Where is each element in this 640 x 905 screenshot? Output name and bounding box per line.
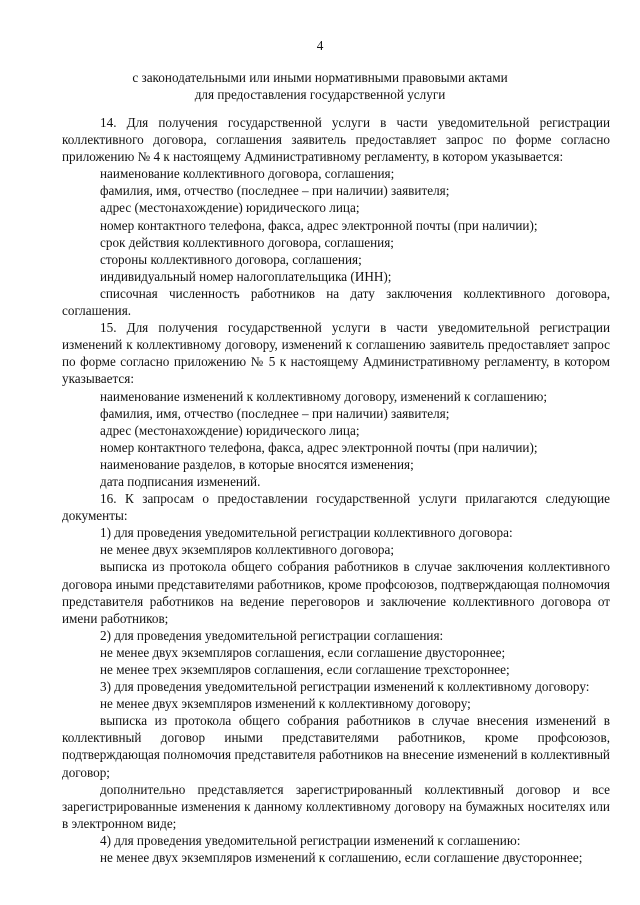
- list-item: 3) для проведения уведомительной регистрации изменений к коллективному договору:: [100, 679, 590, 695]
- list-item: фамилия, имя, отчество (последнее – при наличии) заявителя;: [100, 405, 450, 421]
- list-item: номер контактного телефона, факса, адрес электронной почты (при наличии);: [100, 439, 538, 455]
- section-heading: [0, 69, 640, 103]
- list-item: номер контактного телефона, факса, адрес электронной почты (при наличии);: [100, 217, 538, 233]
- list-item: 1) для проведения уведомительной регистрации коллективного договора:: [100, 525, 513, 541]
- list-item: фамилия, имя, отчество (последнее – при наличии) заявителя;: [100, 183, 450, 199]
- list-item: выписка из протокола общего собрания работников в случае внесения изменений в коллективный договор иными представителями работников, кроме профсоюзов, подтверждающая полномочия представителя работников на внесение изменений в коллективный договор;: [62, 713, 610, 780]
- list-item: не менее двух экземпляров изменений к коллективному договору;: [100, 696, 471, 712]
- paragraph-16: 16. К запросам о предоставлении государственной услуги прилагаются следующие документы:: [62, 491, 610, 524]
- list-item: 4) для проведения уведомительной регистрации изменений к соглашению:: [100, 832, 521, 848]
- heading-line-1: с законодательными или иными нормативными правовыми актами: [132, 70, 508, 85]
- list-item: дополнительно представляется зарегистрированный коллективный договор и все зарегистрированные изменения к данному коллективному договору на бумажных носителях или в электронном виде;: [62, 781, 610, 831]
- list-item: срок действия коллективного договора, соглашения;: [100, 234, 394, 250]
- list-item: не менее трех экземпляров соглашения, если соглашение трехстороннее;: [100, 662, 510, 677]
- body-text: [62, 114, 610, 866]
- list-item: 2) для проведения уведомительной регистрации соглашения:: [100, 627, 444, 643]
- list-item: не менее двух экземпляров соглашения, если соглашение двустороннее;: [100, 644, 506, 660]
- list-item: адрес (местонахождение) юридического лица;: [100, 422, 360, 438]
- page-number: 4: [316, 38, 324, 53]
- list-item: наименование разделов, в которые вносятся изменения;: [100, 456, 414, 472]
- list-item: наименование коллективного договора, соглашения;: [100, 166, 395, 182]
- paragraph-15: 15. Для получения государственной услуги в части уведомительной регистрации изменений к коллективному договору, изменений к соглашению заявитель предоставляет запрос по форме согласно приложению № 5 к настоящему Административному регламенту, в котором указывается:: [62, 320, 610, 387]
- list-item: индивидуальный номер налогоплательщика (ИНН);: [100, 268, 392, 284]
- list-item: наименование изменений к коллективному договору, изменений к соглашению;: [100, 388, 548, 404]
- list-item: дата подписания изменений.: [100, 473, 261, 489]
- paragraph-14: 14. Для получения государственной услуги в части уведомительной регистрации коллективного договора, соглашения заявитель предоставляет запрос по форме согласно приложению № 4 к настоящему Административному регламенту, в котором указывается:: [62, 115, 610, 165]
- list-item: не менее двух экземпляров коллективного договора;: [100, 542, 395, 558]
- list-item: списочная численность работников на дату заключения коллективного договора, соглашения.: [62, 285, 610, 319]
- heading-line-2: для предоставления государственной услуги: [194, 87, 446, 103]
- list-item: стороны коллективного договора, соглашения;: [100, 251, 362, 267]
- list-item: выписка из протокола общего собрания работников в случае заключения коллективного договора иными представителями работников, кроме профсоюзов, подтверждающая полномочия представителя работников на ведение переговоров и заключение коллективного договора от имени работников;: [62, 559, 610, 626]
- list-item: адрес (местонахождение) юридического лица;: [100, 200, 360, 216]
- list-item: не менее двух экземпляров изменений к соглашению, если соглашение двустороннее;: [100, 850, 583, 866]
